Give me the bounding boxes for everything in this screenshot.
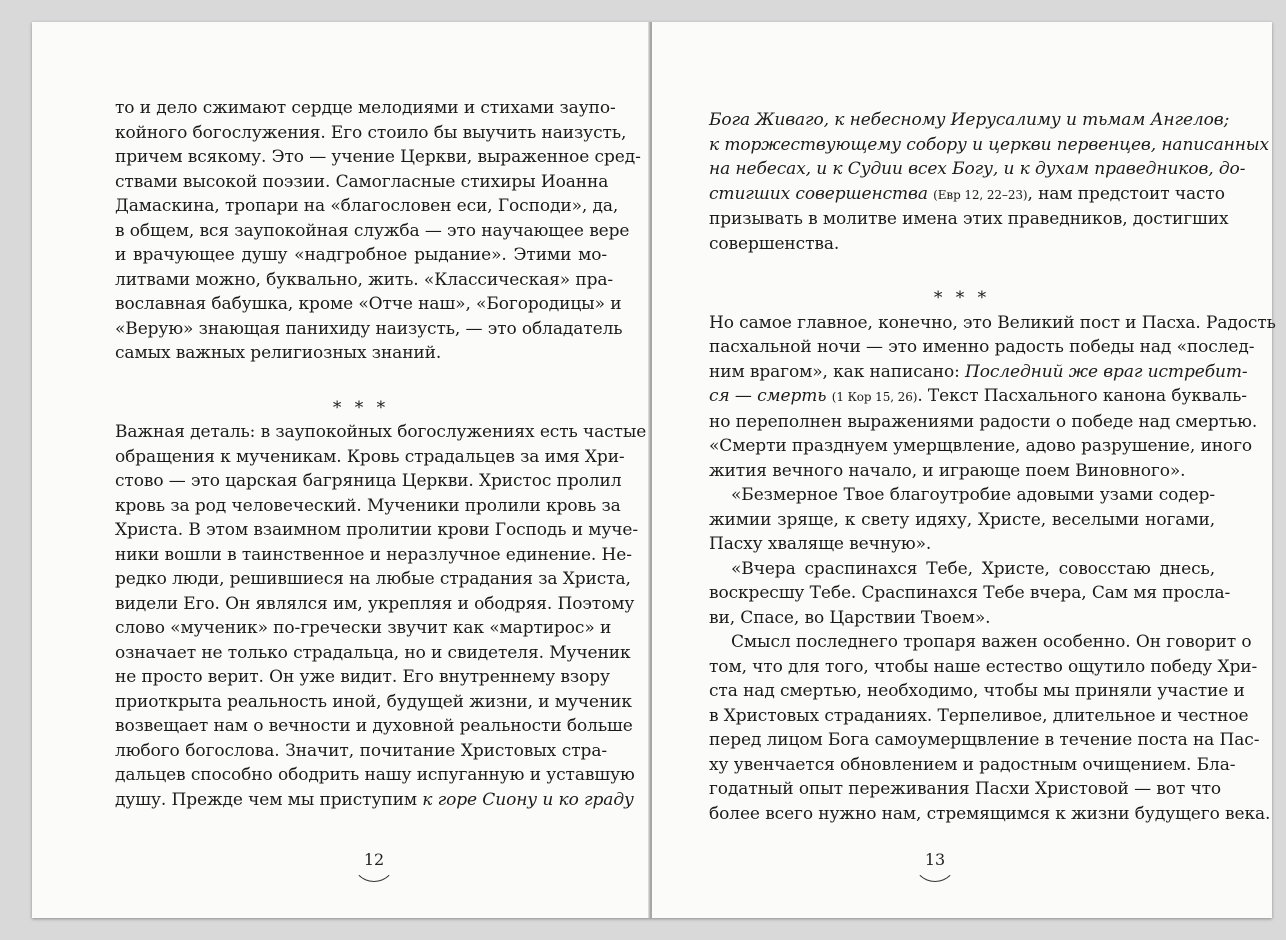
italic-text-run: Бога Живаго, к небесному Иерусалиму и тьмам Ангелов; xyxy=(709,110,1230,130)
text-line: видели Его. Он являлся им, укрепляя и ободряя. Поэтому xyxy=(115,593,635,614)
text-line: в общем, вся заупокойная служба — это научающее вере xyxy=(115,220,630,241)
text-line: «Смерти празднуем умерщвление, адово разрушение, иного xyxy=(709,436,1253,456)
text-line: жития вечного начало, и играюще поем Виновного». xyxy=(709,460,1186,481)
text-line: Но самое главное, конечно, это Великий пост и Пасха. Радость xyxy=(709,312,1276,333)
text-line: самых важных религиозных знаний. xyxy=(115,343,442,363)
text-line: литвами можно, буквально, жить. «Классическая» пра- xyxy=(115,269,614,290)
text-line: означает не только страдальца, но и свидетеля. Мученик xyxy=(115,642,631,663)
text-line: более всего нужно нам, стремящимся к жизни будущего века. xyxy=(709,803,1271,824)
text-line: призывать в молитве имена этих праведников, достигших xyxy=(709,209,1229,229)
text-line xyxy=(709,133,1270,158)
section-separator: * * * xyxy=(933,288,991,308)
text-line: дальцев способно ободрить нашу испуганную и уставшую xyxy=(115,765,635,785)
text-line: том, что для того, чтобы наше естество ощутило победу Хри- xyxy=(709,656,1258,677)
italic-text-run: ся — смерть xyxy=(709,386,827,406)
text-line: редко люди, решившиеся на любые страдания за Христа, xyxy=(115,569,631,589)
text-line: то и дело сжимают сердце мелодиями и стихами заупо- xyxy=(115,98,616,118)
text-run: ним врагом», как написано: xyxy=(709,361,966,382)
text-line: но переполнен выражениями радости о победе над смертью. xyxy=(709,411,1258,432)
book-spread xyxy=(32,22,1276,918)
text-line: ники вошли в таинственное и неразлучное единение. Не- xyxy=(115,544,632,565)
text-line: причем всякому. Это — учение Церкви, выраженное сред- xyxy=(115,147,641,167)
text-line: не просто верит. Он уже видит. Его внутреннему взору xyxy=(115,667,610,687)
italic-text-run: на небесах, и к Судии всех Богу, и к духам праведников, до- xyxy=(709,159,1246,179)
left-page xyxy=(32,22,650,918)
scripture-reference: (Евр 12, 22–23) xyxy=(933,187,1028,202)
text-line: ствами высокой поэзии. Самогласные стихиры Иоанна xyxy=(115,171,609,192)
text-line: любого богослова. Значит, почитание Христовых стра- xyxy=(115,740,607,761)
text-line: обращения к мученикам. Кровь страдальцев за имя Хри- xyxy=(115,446,625,467)
text-line: Дамаскина, тропари на «благословен еси, Господи», да, xyxy=(115,196,619,216)
text-line: пасхальной ночи — это именно радость победы над «послед- xyxy=(709,337,1255,357)
text-line: Пасху хваляще вечную». xyxy=(709,534,932,554)
text-line xyxy=(115,788,634,813)
right-page-text xyxy=(709,108,1276,826)
italic-text-run: к горе Сиону и ко граду xyxy=(422,789,634,810)
text-line xyxy=(709,384,1247,410)
text-line: стово — это царская багряница Церкви. Христос пролил xyxy=(115,471,622,491)
text-line: воскресшу Тебе. Сраспинахся Тебе вчера, Сам мя просла- xyxy=(709,583,1231,603)
text-line: перед лицом Бога самоумерщвление в течение поста на Пас- xyxy=(709,730,1260,750)
text-line: ви, Спасе, во Царствии Твоем». xyxy=(709,607,991,628)
text-line xyxy=(709,157,1246,182)
italic-text-run: стигших совершенства xyxy=(709,183,928,204)
text-line: приоткрыта реальность иной, будущей жизни, и мученик xyxy=(115,691,632,712)
page-number: 12 xyxy=(352,838,396,882)
text-line: совершенства. xyxy=(709,233,840,254)
text-line xyxy=(709,108,1230,133)
text-line: слово «мученик» по-гречески звучит как «мартирос» и xyxy=(115,618,612,638)
text-line: койного богослужения. Его стоило бы выучить наизусть, xyxy=(115,122,627,143)
text-line: жимии зряще, к свету идяху, Христе, веселыми ногами, xyxy=(709,509,1215,530)
scripture-reference: (1 Кор 15, 26) xyxy=(831,390,918,404)
text-line: ста над смертью, необходимо, чтобы мы приняли участие и xyxy=(709,681,1245,701)
italic-text-run: к торжествующему собору и церкви первенцев, написанных xyxy=(709,134,1270,155)
text-line: Важная деталь: в заупокойных богослужениях есть частые xyxy=(115,422,647,442)
text-line: в Христовых страданиях. Терпеливое, длительное и честное xyxy=(709,705,1249,726)
italic-text-run: Последний же враг истребит- xyxy=(965,361,1248,382)
text-line: «Безмерное Твое благоутробие адовыми узами содер- xyxy=(731,485,1215,505)
text-run: . Текст Пасхального канона букваль- xyxy=(917,386,1247,406)
text-line: «Вчера сраспинахся Тебе, Христе, совосстаю днесь, xyxy=(731,558,1215,579)
text-line: ху увенчается обновлением и радостным очищением. Бла- xyxy=(709,754,1236,775)
text-run: , нам предстоит часто xyxy=(1027,183,1225,204)
text-line: Христа. В этом взаимном пролитии крови Господь и муче- xyxy=(115,520,638,540)
text-line xyxy=(709,182,1225,208)
text-run: душу. Прежде чем мы приступим xyxy=(115,789,423,810)
text-line: кровь за род человеческий. Мученики пролили кровь за xyxy=(115,495,621,516)
right-page xyxy=(652,22,1276,918)
spacer xyxy=(115,366,607,396)
page-number: 13 xyxy=(913,838,957,882)
text-line: вославная бабушка, кроме «Отче наш», «Богородицы» и xyxy=(115,294,622,314)
section-separator: * * * xyxy=(332,397,390,418)
left-page-text xyxy=(115,96,647,812)
text-line: «Верую» знающая панихиду наизусть, — это обладатель xyxy=(115,318,623,339)
text-line: и врачующее душу «надгробное рыдание». Этими мо- xyxy=(115,245,607,265)
text-line: возвещает нам о вечности и духовной реальности больше xyxy=(115,716,633,736)
text-line: Смысл последнего тропаря важен особенно. Он говорит о xyxy=(731,632,1252,652)
text-line xyxy=(709,360,1248,385)
spacer xyxy=(709,256,1215,286)
text-line: годатный опыт переживания Пасхи Христовой — вот что xyxy=(709,779,1222,799)
